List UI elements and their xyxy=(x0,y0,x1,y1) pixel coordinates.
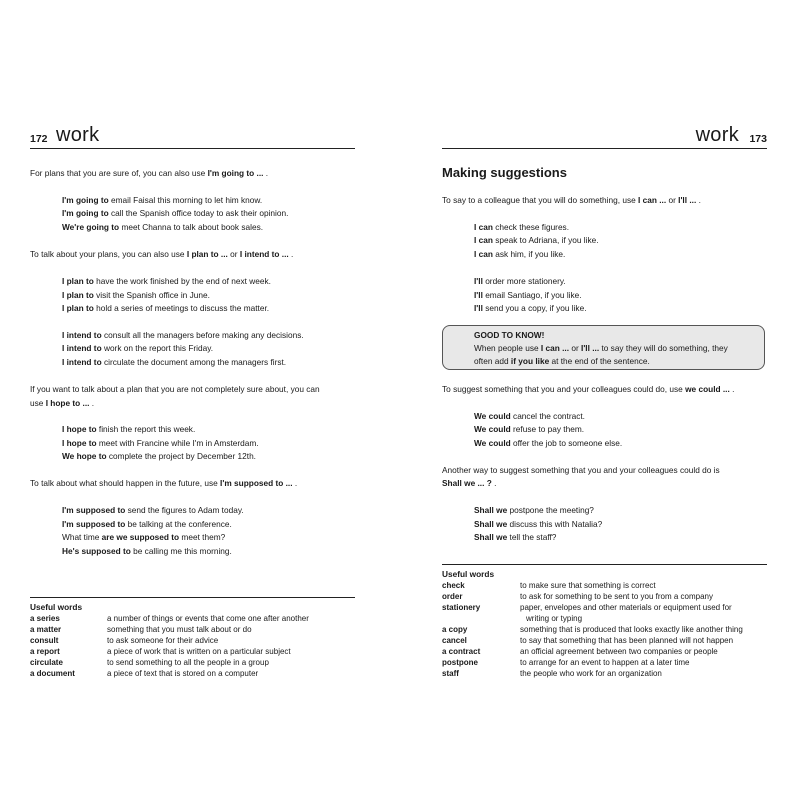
example-sentence: I hope to meet with Francine while I'm in Amsterdam. xyxy=(62,438,259,448)
intro-supposed-to: To talk about what should happen in the future, use I'm supposed to ... . xyxy=(30,478,298,488)
example-sentence: I'm supposed to send the figures to Adam today. xyxy=(62,505,244,515)
example-sentence: We're going to meet Channa to talk about book sales. xyxy=(62,222,264,232)
example-sentence: We hope to complete the project by December 12th. xyxy=(62,451,256,461)
good-to-know-title: GOOD TO KNOW! xyxy=(474,330,545,340)
left-page xyxy=(30,0,355,800)
example-sentence: We could refuse to pay them. xyxy=(474,424,585,434)
example-sentence: I'm going to email Faisal this morning to let him know. xyxy=(62,195,263,205)
example-sentence: I intend to consult all the managers before making any decisions. xyxy=(62,330,304,340)
right-page xyxy=(442,0,767,800)
useful-words-title: Useful words xyxy=(30,602,83,612)
intro-we-could: To suggest something that you and your colleagues could do, use we could ... . xyxy=(442,384,735,394)
example-sentence: I plan to have the work finished by the end of next week. xyxy=(62,276,271,286)
example-sentence: I'll email Santiago, if you like. xyxy=(474,290,582,300)
good-to-know-line2: often add if you like at the end of the sentence. xyxy=(474,356,650,366)
example-sentence: I'll send you a copy, if you like. xyxy=(474,303,587,313)
intro-shall-we-line1: Another way to suggest something that you and your colleagues could do is xyxy=(442,465,720,475)
useful-words-box: Useful words check to make sure that something is correct order to ask for something to be sent to you from a company stationery paper, envelopes and other materials or equipment used for writing or typing a copy something that is produced that looks exactly like another thing cancel to say that something that has been planned will not happen a contract an official agreement between two companies or people postpone to arrange for an event to happen at a later time staff the people who work for an organization xyxy=(442,564,767,565)
section-heading: Making suggestions xyxy=(442,165,567,180)
example-sentence: I'm supposed to be talking at the conference. xyxy=(62,519,232,529)
example-sentence: We could cancel the contract. xyxy=(474,411,585,421)
intro-plan-to: To talk about your plans, you can also use I plan to ... or I intend to ... . xyxy=(30,249,294,259)
example-sentence: He's supposed to be calling me this morning. xyxy=(62,546,232,556)
intro-i-can: To say to a colleague that you will do something, use I can ... or I'll ... . xyxy=(442,195,701,205)
page-number: 172 xyxy=(30,133,48,145)
example-sentence: We could offer the job to someone else. xyxy=(474,438,623,448)
page-number: 173 xyxy=(749,133,767,145)
right-page-header xyxy=(442,120,767,149)
intro-hope-to-line2: use I hope to ... . xyxy=(30,398,95,408)
example-sentence: Shall we discuss this with Natalia? xyxy=(474,519,603,529)
intro-hope-to-line1: If you want to talk about a plan that you are not completely sure about, you can xyxy=(30,384,320,394)
left-page-header xyxy=(30,120,355,149)
useful-words-title: Useful words xyxy=(442,569,495,579)
example-sentence: I can ask him, if you like. xyxy=(474,249,566,259)
good-to-know-line1: When people use I can ... or I'll ... to say they will do something, they xyxy=(474,343,728,353)
example-sentence: I'm going to call the Spanish office today to ask their opinion. xyxy=(62,208,289,218)
good-to-know-box xyxy=(442,325,765,370)
example-sentence: What time are we supposed to meet them? xyxy=(62,532,226,542)
useful-words-box: Useful words a series a number of things or events that come one after another a matter something that you must talk about or do consult to ask someone for their advice a report a piece of work that is written on a particular subject circulate to send something to all the people in a group a document a piece of text that is stored on a computer xyxy=(30,597,355,598)
intro-going-to: For plans that you are sure of, you can also use I'm going to ... . xyxy=(30,168,269,178)
intro-shall-we-line2: Shall we ... ? . xyxy=(442,478,497,488)
example-sentence: I can speak to Adriana, if you like. xyxy=(474,235,599,245)
page-title: work xyxy=(56,124,100,146)
example-sentence: I plan to visit the Spanish office in June. xyxy=(62,290,210,300)
example-sentence: I'll order more stationery. xyxy=(474,276,566,286)
example-sentence: Shall we postpone the meeting? xyxy=(474,505,594,515)
page-title: work xyxy=(695,124,739,146)
example-sentence: I can check these figures. xyxy=(474,222,570,232)
example-sentence: Shall we tell the staff? xyxy=(474,532,557,542)
example-sentence: I intend to work on the report this Friday. xyxy=(62,343,214,353)
example-sentence: I plan to hold a series of meetings to discuss the matter. xyxy=(62,303,270,313)
example-sentence: I intend to circulate the document among the managers first. xyxy=(62,357,287,367)
example-sentence: I hope to finish the report this week. xyxy=(62,424,196,434)
